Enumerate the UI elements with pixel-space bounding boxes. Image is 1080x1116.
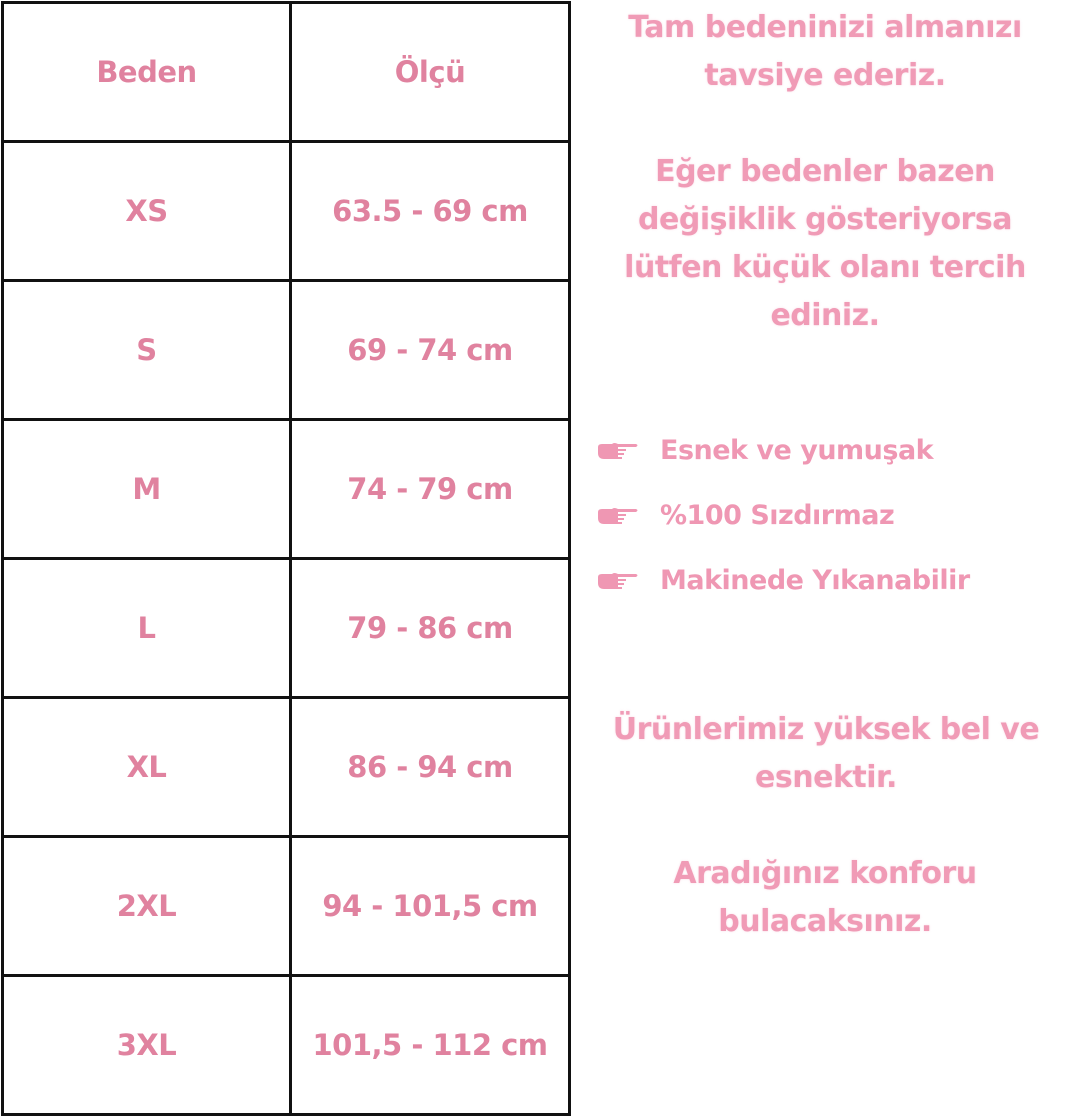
header-size: Beden [3, 3, 291, 142]
feature-list [590, 418, 970, 613]
measure-cell: 63.5 - 69 cm [291, 142, 570, 281]
table-row [3, 698, 570, 837]
feature-item [590, 548, 970, 613]
pointing-hand-icon [596, 571, 640, 591]
text-line: Ürünlerimiz yüksek bel ve [612, 712, 1040, 747]
product-text [586, 706, 1066, 802]
size-cell: XL [3, 698, 291, 837]
text-line: Eğer bedenler bazen [655, 154, 995, 189]
text-line: esnektir. [755, 760, 897, 795]
advice-text [590, 148, 1060, 340]
table-row [3, 142, 570, 281]
measure-cell: 69 - 74 cm [291, 281, 570, 420]
header-measure: Ölçü [291, 3, 570, 142]
measure-cell: 74 - 79 cm [291, 420, 570, 559]
table-row [3, 559, 570, 698]
feature-label: Esnek ve yumuşak [660, 435, 934, 466]
size-cell: 3XL [3, 976, 291, 1115]
size-cell: S [3, 281, 291, 420]
text-line: lütfen küçük olanı tercih [624, 250, 1026, 285]
size-cell: L [3, 559, 291, 698]
table-row [3, 281, 570, 420]
size-cell: M [3, 420, 291, 559]
text-line: Tam bedeninizi almanızı [628, 10, 1022, 45]
feature-item [590, 418, 970, 483]
table-row [3, 837, 570, 976]
measure-cell: 86 - 94 cm [291, 698, 570, 837]
table-row [3, 420, 570, 559]
text-line: bulacaksınız. [718, 904, 932, 939]
text-line: Aradığınız konforu [673, 856, 977, 891]
pointing-hand-icon [596, 441, 640, 461]
size-cell: XS [3, 142, 291, 281]
feature-item [590, 483, 970, 548]
size-cell: 2XL [3, 837, 291, 976]
pointing-hand-icon [596, 506, 640, 526]
text-line: ediniz. [770, 298, 880, 333]
measure-cell: 94 - 101,5 cm [291, 837, 570, 976]
text-line: değişiklik gösteriyorsa [638, 202, 1012, 237]
recommend-text [590, 4, 1060, 100]
text-line: tavsiye ederiz. [704, 58, 946, 93]
table-header-row [3, 3, 570, 142]
feature-label: %100 Sızdırmaz [660, 500, 895, 531]
comfort-text [590, 850, 1060, 946]
feature-label: Makinede Yıkanabilir [660, 565, 970, 596]
measure-cell: 101,5 - 112 cm [291, 976, 570, 1115]
size-chart-table [1, 1, 571, 1116]
table-row [3, 976, 570, 1115]
measure-cell: 79 - 86 cm [291, 559, 570, 698]
